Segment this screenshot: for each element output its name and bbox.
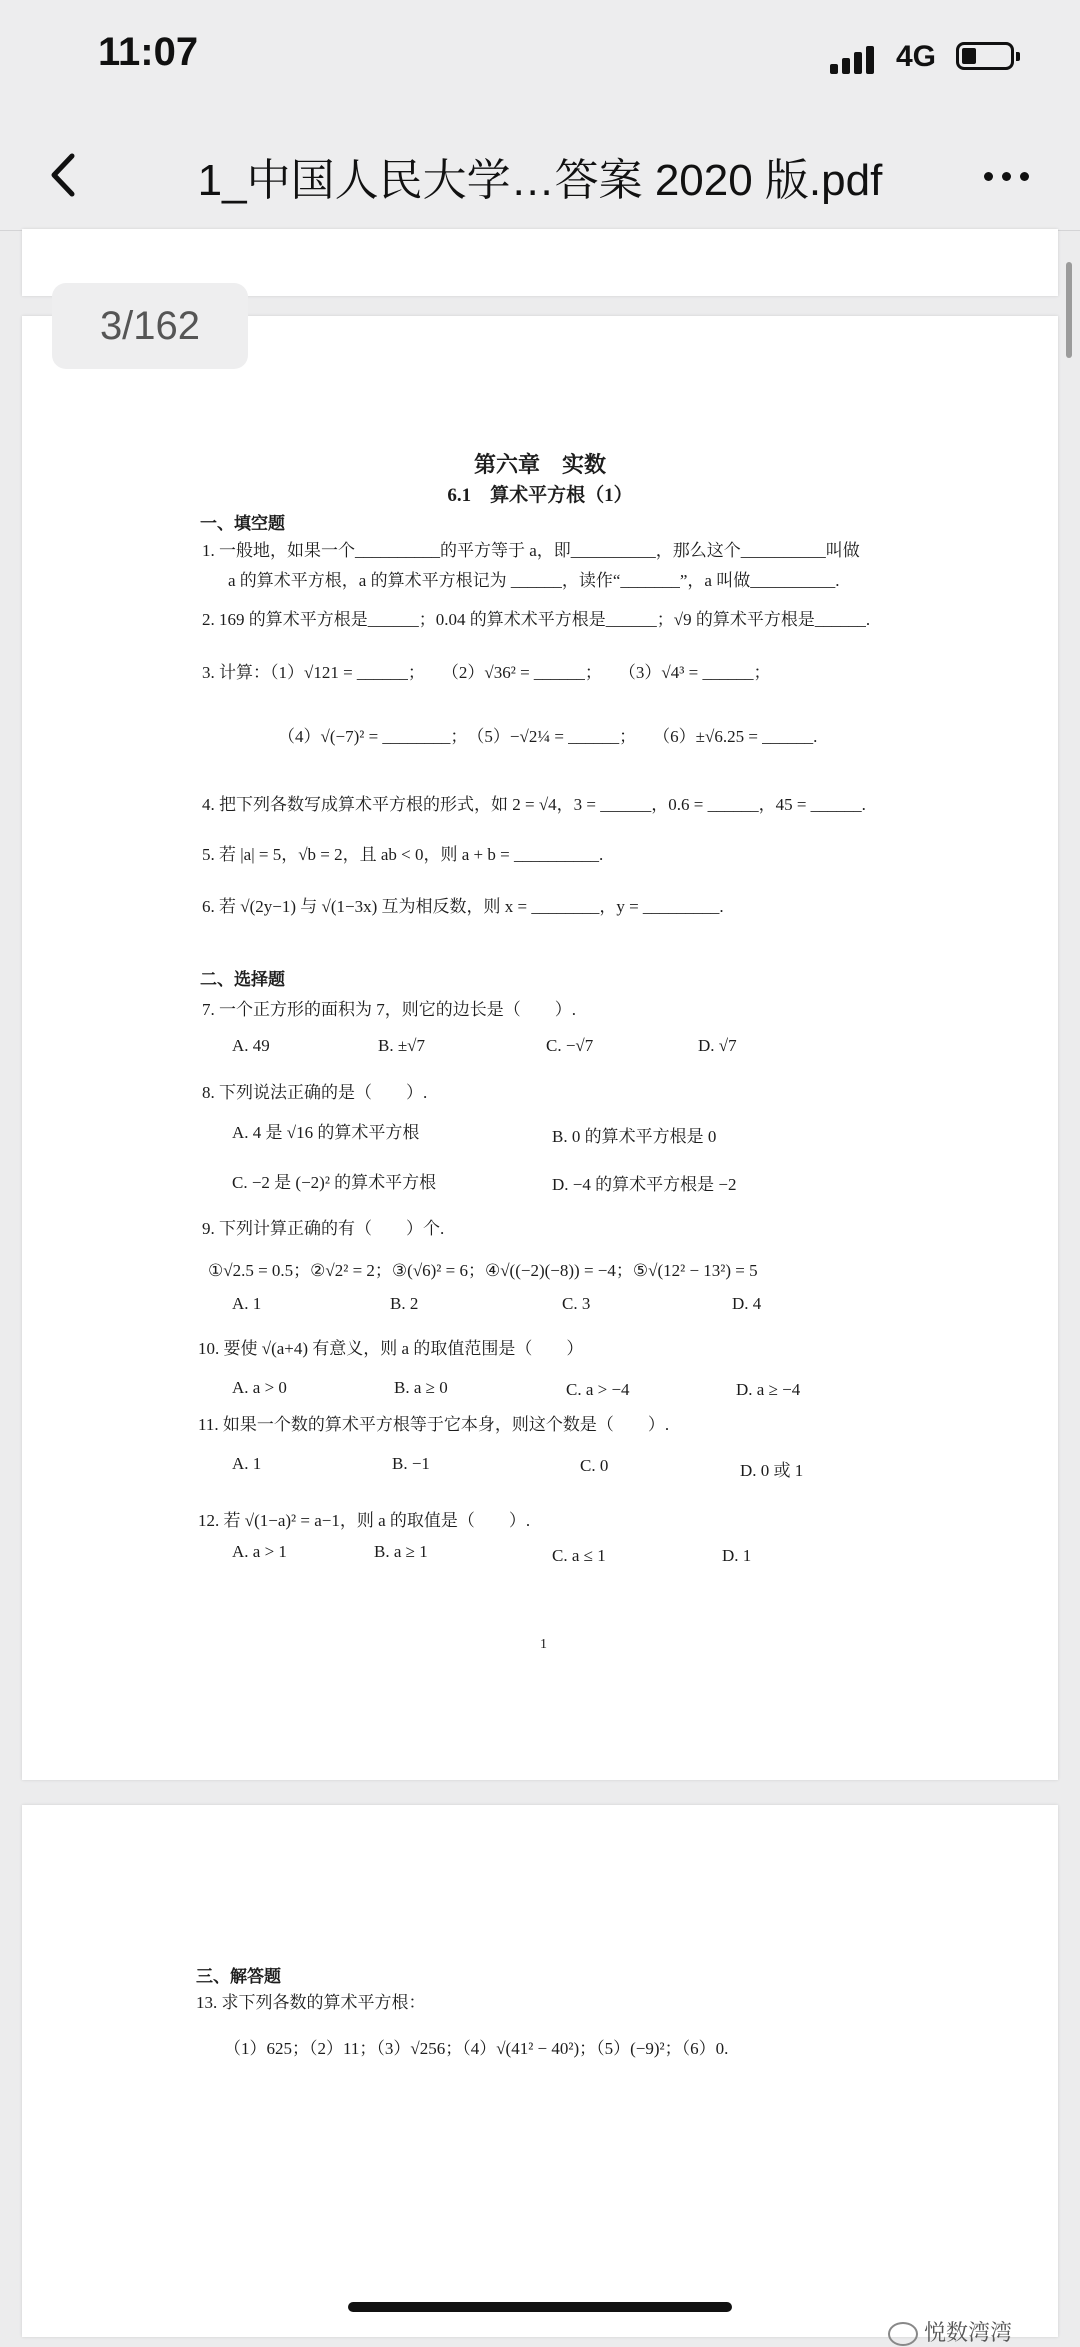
watermark: 悦数湾湾: [888, 2316, 1012, 2347]
option: D. a ≥ −4: [736, 1380, 801, 1399]
option: B. a ≥ 0: [394, 1378, 448, 1397]
question-8: 8. 下列说法正确的是（ ）.: [202, 1083, 428, 1102]
question-9: 9. 下列计算正确的有（ ）个.: [202, 1219, 445, 1238]
status-time: 11:07: [98, 30, 199, 74]
question-13: 13. 求下列各数的算术平方根：: [196, 1993, 426, 2012]
question-6: 6. 若 √(2y−1) 与 √(1−3x) 互为相反数，则 x = ________，y = _________.: [202, 897, 724, 916]
option: A. a > 0: [232, 1378, 287, 1397]
option: B. 2: [390, 1294, 419, 1313]
option: A. 1: [232, 1294, 262, 1313]
option: A. 49: [232, 1036, 270, 1055]
question-12: 12. 若 √(1−a)² = a−1，则 a 的取值是（ ）.: [198, 1511, 531, 1530]
option: D. √7: [698, 1036, 737, 1055]
option: B. a ≥ 1: [374, 1542, 428, 1561]
option: B. 0 的算术平方根是 0: [552, 1127, 717, 1146]
choice-heading: 二、选择题: [200, 970, 285, 989]
option: A. a > 1: [232, 1542, 287, 1561]
question-7: 7. 一个正方形的面积为 7，则它的边长是（ ）.: [202, 1000, 576, 1019]
option: A. 1: [232, 1454, 262, 1473]
question-1a: 1. 一般地，如果一个__________的平方等于 a，即__________，那么这个__________叫做: [202, 541, 860, 560]
option: C. −√7: [546, 1036, 594, 1055]
page-number: 1: [540, 1637, 547, 1652]
page-indicator: 3/162: [52, 283, 248, 369]
option: C. −2 是 (−2)² 的算术平方根: [232, 1173, 437, 1192]
question-5: 5. 若 |a| = 5，√b = 2，且 ab < 0，则 a + b = __________.: [202, 845, 604, 864]
question-1b: a 的算术平方根，a 的算术平方根记为 ______，读作“_______”，a 叫做__________.: [228, 571, 840, 590]
section-title: 6.1 算术平方根（1）: [447, 485, 633, 506]
question-11: 11. 如果一个数的算术平方根等于它本身，则这个数是（ ）.: [198, 1415, 670, 1434]
question-4: 4. 把下列各数写成算术平方根的形式，如 2 = √4，3 = ______，0.6 = ______，45 = ______.: [202, 795, 866, 814]
question-2: 2. 169 的算术平方根是______；0.04 的算术术平方根是______；√9 的算术平方根是______.: [202, 610, 871, 629]
option: B. −1: [392, 1454, 430, 1473]
chapter-title: 第六章 实数: [473, 452, 606, 477]
network-type: 4G: [896, 40, 937, 73]
wechat-icon: [888, 2322, 918, 2346]
fill-heading: 一、填空题: [200, 514, 285, 533]
question-3b: （4）√(−7)² = ________； （5）−√2¼ = ______； （6）±√6.25 = ______.: [278, 727, 818, 746]
option: D. −4 的算术平方根是 −2: [552, 1175, 737, 1194]
question-9-expressions: ①√2.5 = 0.5；②√2² = 2；③(√6)² = 6；④√((−2)(−8)) = −4；⑤√(12² − 13²) = 5: [208, 1261, 758, 1280]
option: B. ±√7: [378, 1036, 425, 1055]
document-title: 1_中国人民大学…答案 2020 版.pdf: [197, 156, 883, 205]
option: D. 1: [722, 1546, 752, 1565]
question-13-items: （1）625；（2）11；（3）√256；（4）√(41² − 40²)；（5）(−9)²；（6）0.: [224, 2039, 729, 2058]
question-3a: 3. 计算：（1）√121 = ______； （2）√36² = ______； （3）√4³ = ______；: [202, 663, 771, 682]
solve-heading: 三、解答题: [196, 1967, 281, 1986]
option: C. 3: [562, 1294, 591, 1313]
option: D. 4: [732, 1294, 762, 1313]
question-10: 10. 要使 √(a+4) 有意义，则 a 的取值范围是（ ）: [198, 1339, 584, 1358]
option: C. 0: [580, 1456, 609, 1475]
home-indicator[interactable]: [348, 2302, 732, 2312]
option: C. a ≤ 1: [552, 1546, 606, 1565]
option: A. 4 是 √16 的算术平方根: [232, 1123, 420, 1142]
option: D. 0 或 1: [740, 1461, 804, 1480]
option: C. a > −4: [566, 1380, 630, 1399]
